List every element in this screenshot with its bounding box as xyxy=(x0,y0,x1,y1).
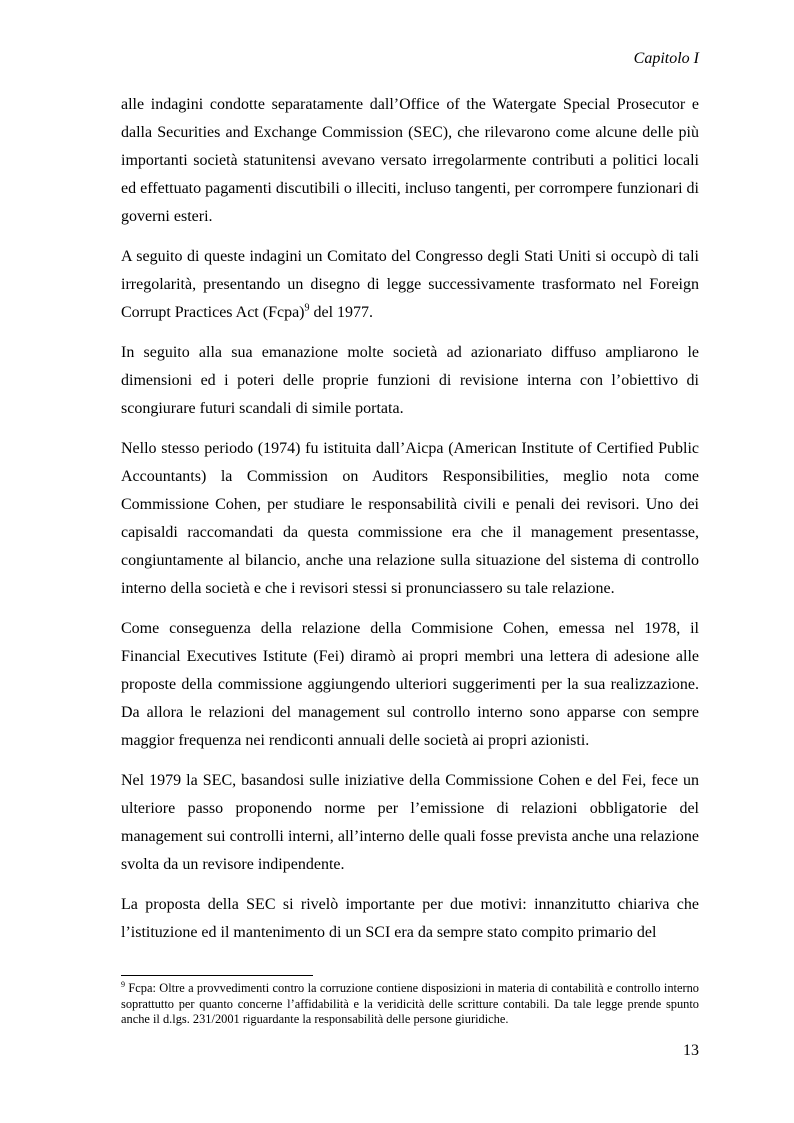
chapter-header: Capitolo I xyxy=(633,50,699,67)
paragraph-fcpa xyxy=(121,243,699,327)
paragraph-sec-1979: Nel 1979 la SEC, basandosi sulle iniziative della Commissione Cohen e del Fei, fece un ulteriore passo proponendo norme per l’emissione di relazioni obbligatorie del management sui controlli interni, all’interno delle quali fosse prevista anche una relazione svolta da un revisore indipendente. xyxy=(121,772,699,873)
footnote-reference[interactable]: 9 xyxy=(304,302,310,314)
paragraph-watergate: alle indagini condotte separatamente dall’Office of the Watergate Special Prosecutor e dalla Securities and Exchange Commission (SEC), che rilevarono come alcune delle più importanti società statunitensi avevano versato irregolarmente contributi a politici locali ed effettuato pagamenti discutibili o illeciti, incluso tangenti, per corrompere funzionari di governi esteri. xyxy=(121,96,699,225)
paragraph-fcpa-text: A seguito di queste indagini un Comitato del Congresso degli Stati Uniti si occupò di tali irregolarità, presentando un disegno di legge successivamente trasformato nel Foreign Corrupt Practices Act (Fcpa) xyxy=(121,248,699,321)
footnote xyxy=(121,981,699,1028)
paragraph-fcpa-tail: del 1977. xyxy=(309,304,374,321)
paragraph-cohen-commission: Nello stesso periodo (1974) fu istituita dall’Aicpa (American Institute of Certified Public Accountants) la Commission on Auditors Responsibilities, meglio nota come Commissione Cohen, per studiare le responsabilità civili e penali dei revisori. Uno dei capisaldi raccomandati da questa commissione era che il management presentasse, congiuntamente al bilancio, anche una relazione sulla situazione del sistema di controllo interno della società e che i revisori stessi si pronunciassero su tale relazione. xyxy=(121,440,699,597)
paragraph-internal-audit: In seguito alla sua emanazione molte società ad azionariato diffuso ampliarono le dimensioni ed i poteri delle proprie funzioni di revisione interna con l’obiettivo di scongiurare futuri scandali di simile portata. xyxy=(121,344,699,417)
footnote-divider xyxy=(121,975,313,976)
footnote-text: Fcpa: Oltre a provvedimenti contro la corruzione contiene disposizioni in materia di contabilità e controllo interno soprattutto per quanto concerne l’affidabilità e la veridicità delle scritture contabili. Da tale legge prende spunto anche il d.lgs. 231/2001 riguardante la responsabilità delle persone giuridiche. xyxy=(121,981,699,1026)
paragraph-fei: Come conseguenza della relazione della Commisione Cohen, emessa nel 1978, il Financial Executives Istitute (Fei) diramò ai propri membri una lettera di adesione alle proposte della commissione aggiungendo ulteriori suggerimenti per la sua realizzazione. Da allora le relazioni del management sul controllo interno sono apparse con sempre maggior frequenza nei rendiconti annuali delle società ai propri azionisti. xyxy=(121,620,699,749)
paragraph-sec-proposal: La proposta della SEC si rivelò importante per due motivi: innanzitutto chiariva che l’istituzione ed il mantenimento di un SCI era da sempre stato compito primario del xyxy=(121,896,699,941)
page-number: 13 xyxy=(683,1042,699,1059)
footnote-mark: 9 xyxy=(121,979,125,989)
body-text xyxy=(121,91,699,959)
